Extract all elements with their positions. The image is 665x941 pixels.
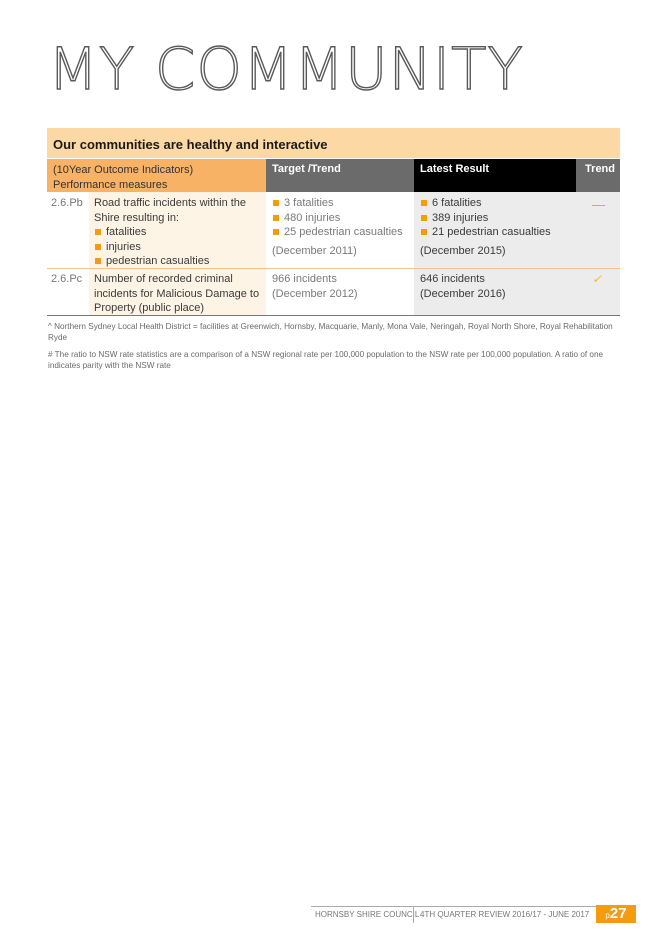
list-item: 25 pedestrian casualties (272, 225, 412, 240)
header-indicators (47, 159, 266, 192)
header-target: Target /Trend (266, 159, 414, 192)
page-number-value: 27 (609, 905, 627, 922)
trend-check-icon: ✓ (592, 272, 603, 286)
row2-target-date: (December 2012) (272, 287, 358, 300)
row1-indicator (94, 196, 264, 269)
list-item: 3 fatalities (272, 196, 412, 211)
list-item: 389 injuries (420, 211, 574, 226)
page-title: MY COMMUNITY (48, 35, 524, 103)
header-indicators-line1: (10Year Outcome Indicators) (53, 164, 194, 176)
list-item: fatalities (94, 225, 264, 240)
footer-report: 4TH QUARTER REVIEW 2016/17 - JUNE 2017 (413, 906, 605, 923)
table-bottom-rule (47, 315, 620, 316)
header-latest: Latest Result (414, 159, 576, 192)
trend-dash-icon: — (592, 197, 605, 212)
row2-target (272, 272, 412, 301)
row2-latest (420, 272, 574, 301)
row2-code: 2.6.Pc (51, 273, 83, 285)
footnote-ratio: # The ratio to NSW rate statistics are a comparison of a NSW regional rate per 100,000 population to the NSW rate per 100,000 population. A ratio of one indicates parity with the NSW rate (48, 350, 604, 370)
row2-latest-value: 646 incidents (420, 273, 485, 285)
page-number (596, 905, 636, 923)
footer-council: HORNSBY SHIRE COUNCIL (311, 906, 425, 923)
row2-latest-date: (December 2016) (420, 287, 506, 300)
row1-target-date: (December 2011) (272, 244, 357, 257)
row1-indicator-text: Road traffic incidents within the Shire resulting in: (94, 197, 247, 224)
list-item: 6 fatalities (420, 196, 574, 211)
list-item: 480 injuries (272, 211, 412, 226)
row2-target-value: 966 incidents (272, 273, 337, 285)
header-trend: Trend (576, 159, 620, 192)
row1-target (272, 196, 412, 258)
page-number-prefix: p (605, 911, 610, 920)
row1-latest (420, 196, 574, 258)
row1-code: 2.6.Pb (51, 197, 83, 209)
list-item: pedestrian casualties (94, 254, 264, 269)
footnote-lhd: ^ Northern Sydney Local Health District = facilities at Greenwich, Hornsby, Macquarie, Manly, Mona Vale, Neringah, Royal North Shore, Royal Rehabilitation Ryde (48, 322, 613, 342)
section-heading: Our communities are healthy and interactive (47, 128, 620, 158)
list-item: injuries (94, 240, 264, 255)
row1-latest-date: (December 2015) (420, 244, 506, 257)
row2-indicator: Number of recorded criminal incidents for Malicious Damage to Property (public place) (94, 273, 260, 315)
header-indicators-line2: Performance measures (53, 179, 168, 191)
row-divider (47, 268, 620, 269)
list-item: 21 pedestrian casualties (420, 225, 574, 240)
